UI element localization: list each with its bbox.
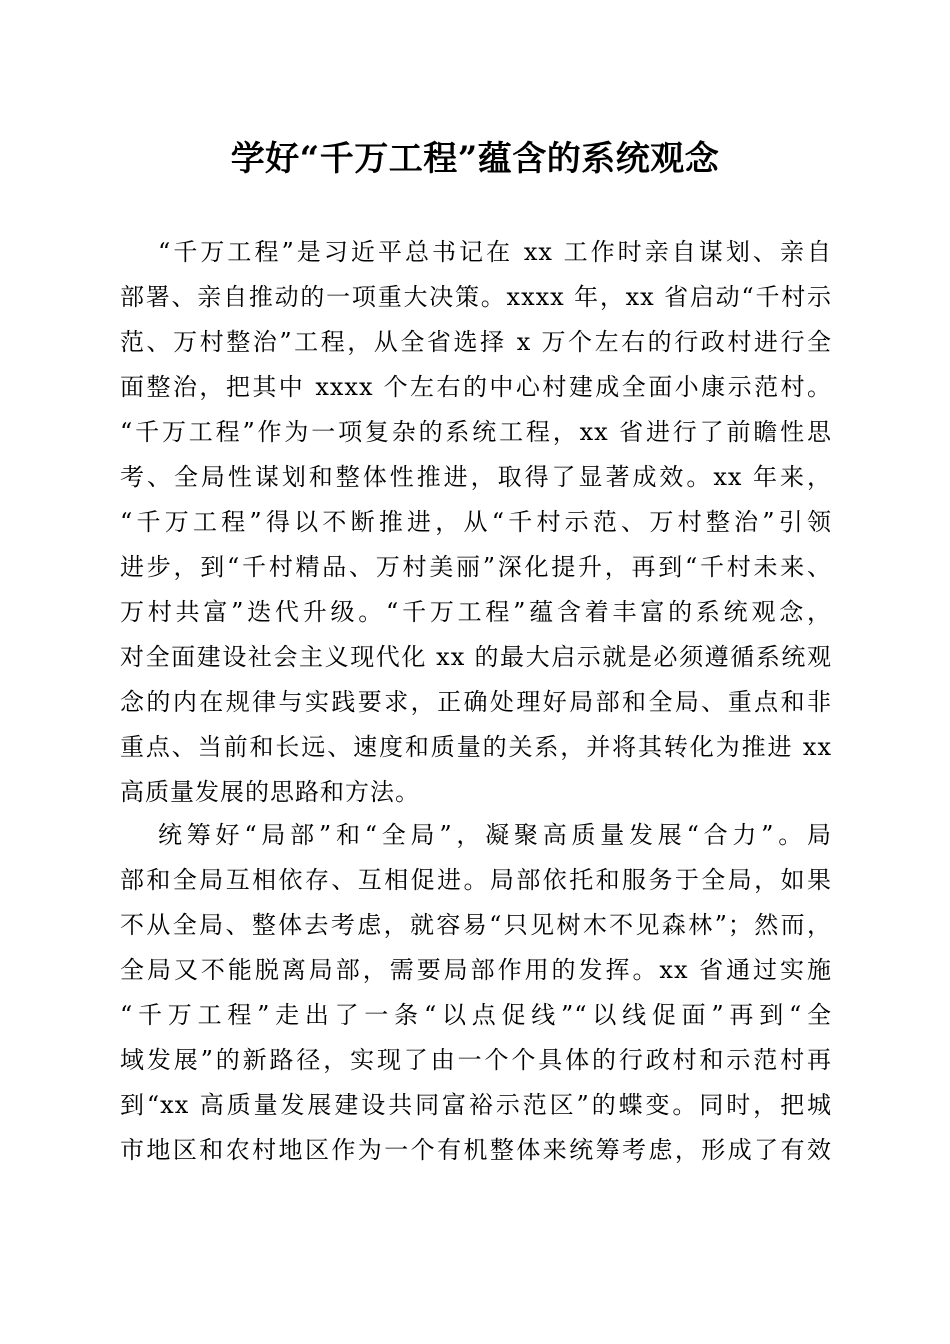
- paragraph-line: 范、万村整治”工程，从全省选择 x 万个左右的行政村进行全: [120, 328, 832, 356]
- paragraph-1: [120, 230, 832, 815]
- paragraph-2: [120, 813, 832, 1173]
- paragraph-line: 不从全局、整体去考虑，就容易“只见树木不见森林”；然而，: [120, 911, 832, 939]
- paragraph-line: “千万工程”走出了一条“以点促线”“以线促面”再到“全: [120, 1001, 832, 1029]
- paragraph-line: 部和全局互相依存、互相促进。局部依托和服务于全局，如果: [120, 866, 832, 894]
- paragraph-line: 念的内在规律与实践要求，正确处理好局部和全局、重点和非: [120, 688, 832, 716]
- paragraph-line: 对全面建设社会主义现代化 xx 的最大启示就是必须遵循系统观: [120, 643, 832, 671]
- paragraph-line: “千万工程”作为一项复杂的系统工程，xx 省进行了前瞻性思: [120, 418, 832, 446]
- paragraph-line: 进步，到“千村精品、万村美丽”深化提升，再到“千村未来、: [120, 553, 832, 581]
- paragraph-line: 高质量发展的思路和方法。: [120, 778, 420, 806]
- paragraph-line: 万村共富”迭代升级。“千万工程”蕴含着丰富的系统观念，: [120, 598, 832, 626]
- paragraph-line: “千万工程”是习近平总书记在 xx 工作时亲自谋划、亲自: [158, 238, 832, 266]
- paragraph-line: 重点、当前和长远、速度和质量的关系，并将其转化为推进 xx: [120, 733, 832, 761]
- paragraph-line: 到“xx 高质量发展建设共同富裕示范区”的蝶变。同时，把城: [120, 1091, 832, 1119]
- paragraph-line: 统筹好“局部”和“全局”，凝聚高质量发展“合力”。局: [158, 821, 832, 849]
- paragraph-line: “千万工程”得以不断推进，从“千村示范、万村整治”引领: [120, 508, 832, 536]
- paragraph-line: 全局又不能脱离局部，需要局部作用的发挥。xx 省通过实施: [120, 956, 832, 984]
- document-title: 学好“千万工程”蕴含的系统观念: [230, 139, 720, 179]
- paragraph-line: 部署、亲自推动的一项重大决策。xxxx 年，xx 省启动“千村示: [120, 283, 832, 311]
- paragraph-line: 面整治，把其中 xxxx 个左右的中心村建成全面小康示范村。: [120, 373, 832, 401]
- paragraph-line: 考、全局性谋划和整体性推进，取得了显著成效。xx 年来，: [120, 463, 832, 491]
- paragraph-line: 市地区和农村地区作为一个有机整体来统筹考虑，形成了有效: [120, 1136, 832, 1164]
- paragraph-line: 域发展”的新路径，实现了由一个个具体的行政村和示范村再: [120, 1046, 832, 1074]
